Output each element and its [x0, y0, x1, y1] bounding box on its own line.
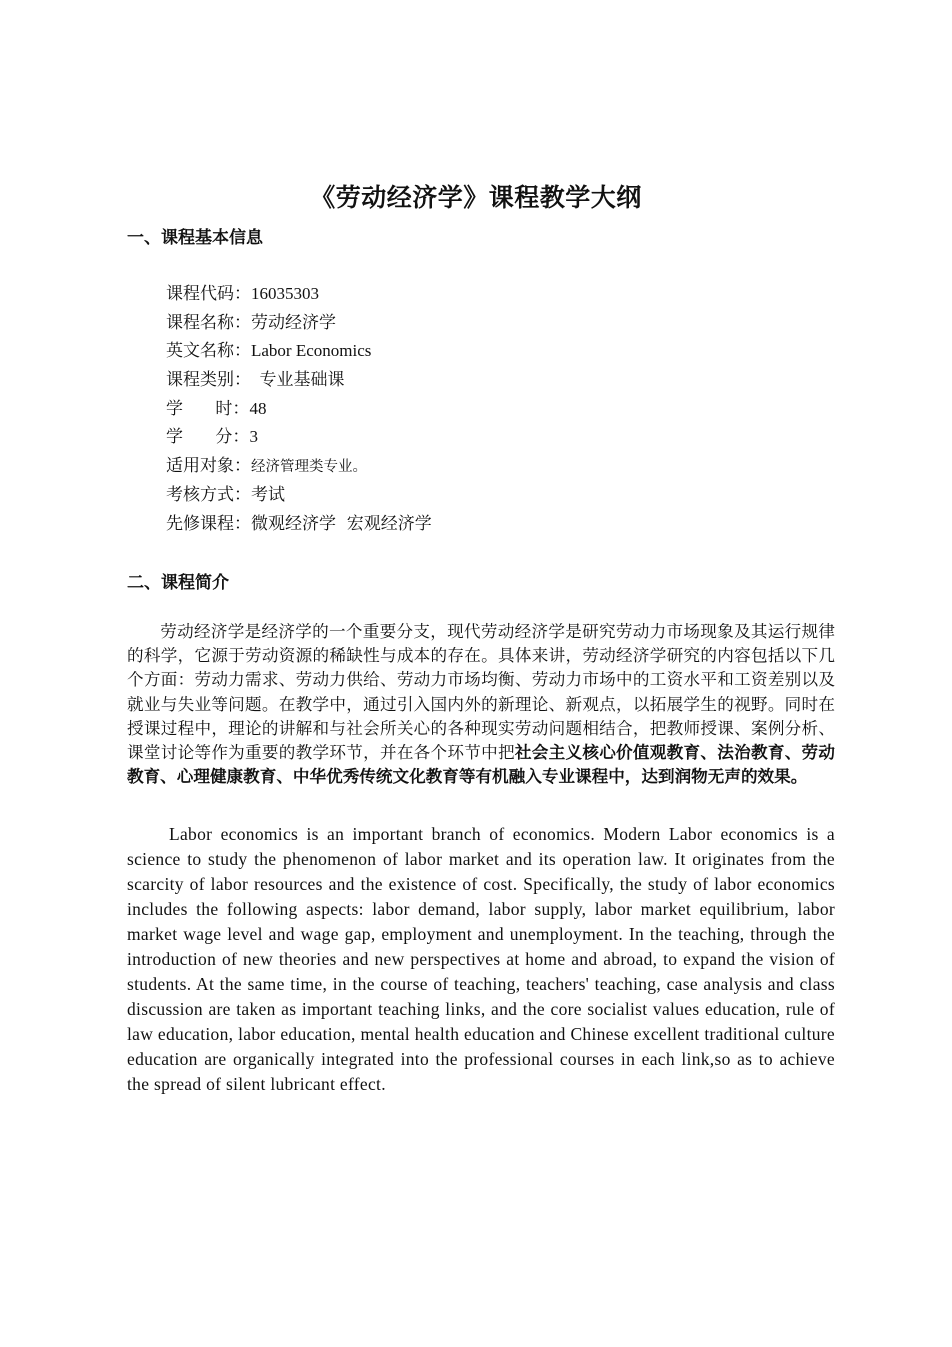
chinese-intro-text: 劳动经济学是经济学的一个重要分支，现代劳动经济学是研究劳动力市场现象及其运行规律的科学，它源于劳动资源的稀缺性与成本的存在。具体来讲，劳动经济学研究的内容包括以下几个方面：劳动力需求、劳动力供给、劳动力市场均衡、劳动力市场中的工资水平和工资差别以及就业与失业等问题。在教学中，通过引入国内外的新理论、新观点，以拓展学生的视野。同时在授课过程中，理论的讲解和与社会所关心的各种现实劳动问题相结合，把教师授课、案例分析、课堂讨论等作为重要的教学环节，并在各个环节中把: [127, 622, 835, 763]
chinese-intro-paragraph: [127, 620, 835, 789]
info-row-target-audience: [166, 452, 432, 481]
document-title: 《劳动经济学》课程教学大纲: [310, 183, 642, 212]
chinese-intro-bold-text: 社会主义核心价值观教育、法治教育、劳动教育、心理健康教育、中华优秀传统文化教育等有机融入专业课程中，达到润物无声的效果。: [127, 743, 836, 787]
field-label: 先修课程：: [166, 513, 251, 534]
field-value: 3: [249, 427, 258, 447]
field-value: 16035303: [251, 284, 319, 303]
info-row-course-name: [166, 309, 432, 338]
english-intro-paragraph: Labor economics is an important branch of economics. Modern Labor economics is a science to study the phenomenon of labor market and its operation law. It originates from the scarcity of labor resources and the existence of cost. Specifically, the study of labor economics includes the following aspects: labor demand, labor supply, labor market equilibrium, labor market wage level and wage gap, employment and unemployment. In the teaching, through the introduction of new theories and new perspectives at home and abroad, to expand the vision of students. At the same time, in the course of teaching, teachers' teaching, case analysis and class discussion are taken as important teaching links, and the core socialist values education, rule of law education, labor education, mental health education and Chinese excellent traditional culture education are organically integrated into the professional courses in each link,so as to achieve the spread of silent lubricant effect.: [127, 824, 835, 1094]
field-label: 英文名称：: [166, 341, 251, 362]
field-value: 考试: [251, 484, 285, 505]
field-label: 课程代码：: [166, 284, 251, 304]
field-label: 学 时：: [166, 398, 250, 419]
section-heading-basic-info: 一、课程基本信息: [127, 228, 263, 248]
info-row-english-name: [166, 337, 432, 366]
field-value: 劳动经济学: [251, 312, 336, 332]
section-heading-course-intro: 二、课程简介: [127, 573, 229, 593]
field-label: 课程类别：: [166, 370, 251, 391]
field-label: 学 分：: [166, 427, 250, 448]
info-row-course-type: [166, 366, 432, 395]
info-row-assessment: [166, 481, 432, 510]
info-row-hours: [166, 395, 432, 424]
info-row-course-code: [166, 280, 432, 309]
field-value: 经济管理类专业。: [251, 459, 367, 476]
field-value: 48: [249, 398, 267, 418]
field-label: 适用对象：: [166, 456, 251, 477]
field-label: 课程名称：: [166, 312, 251, 333]
field-label: 考核方式：: [166, 484, 251, 505]
field-value: 专业基础课: [251, 370, 345, 390]
field-value: Labor Economics: [251, 341, 372, 361]
course-info-list: [166, 280, 432, 538]
info-row-prerequisites: [166, 510, 432, 539]
field-value: 微观经济学 宏观经济学: [251, 513, 432, 534]
info-row-credits: [166, 423, 432, 452]
